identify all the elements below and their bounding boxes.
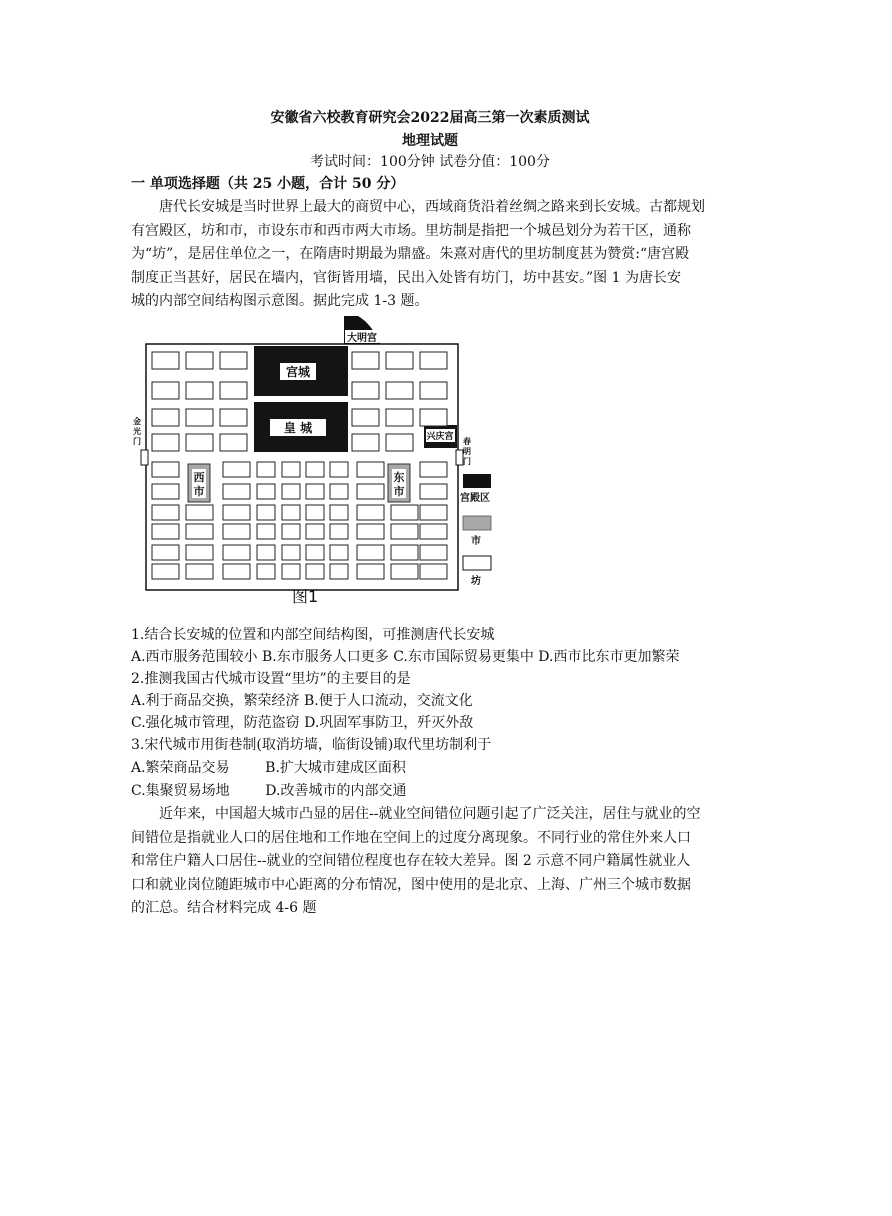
- ward-block: [391, 545, 418, 560]
- ward-block: [223, 524, 250, 539]
- exam-info: 考试时间：100分钟 试卷分值：100分: [310, 154, 550, 170]
- ward-block: [357, 524, 384, 539]
- ward-block: [386, 382, 413, 399]
- passage-line: 和常住户籍人口居住--就业的空间错位程度也存在较大差异。图 2 示意不同户籍属性就业人: [131, 853, 691, 869]
- ward-block: [186, 409, 213, 426]
- ward-block: [357, 505, 384, 520]
- ward-block: [352, 434, 379, 451]
- question-2-stem: 2.推测我国古代城市设置“里坊”的主要目的是: [131, 671, 411, 687]
- ward-block: [152, 484, 179, 499]
- ward-block: [330, 462, 348, 477]
- ward-block: [420, 545, 447, 560]
- ward-block: [152, 462, 179, 477]
- question-2-options: A.利于商品交换，繁荣经济 B.便于人口流动，交流文化: [131, 693, 473, 709]
- ward-block: [223, 484, 250, 499]
- ward-block: [330, 564, 348, 579]
- ward-block: [152, 352, 179, 369]
- jinguang-gate-char: 门: [133, 437, 141, 446]
- daming-palace-label: 大明宫: [347, 333, 377, 344]
- ward-block: [152, 434, 179, 451]
- section-heading: 一 单项选择题（共 25 小题，合计 50 分）: [131, 176, 405, 192]
- subject-title: 地理试题: [402, 133, 458, 149]
- ward-block: [257, 462, 275, 477]
- passage-line: 制度正当甚好，居民在墙内，官街皆用墙，民出入处皆有坊门，坊中甚安。”图 1 为唐长安: [131, 269, 681, 286]
- ward-block: [257, 505, 275, 520]
- question-1-options: A.西市服务范围较小 B.东市服务人口更多 C.东市国际贸易更集中 D.西市比东市更加繁荣: [131, 649, 680, 665]
- jinguang-gate: [141, 450, 148, 465]
- ward-block: [330, 545, 348, 560]
- question-3-stem: 3.宋代城市用街巷制(取消坊墙，临街设铺)取代里坊制利于: [131, 737, 492, 753]
- legend-palace-label: 宫殿区: [460, 493, 490, 504]
- ward-block: [420, 484, 447, 499]
- ward-block: [420, 352, 447, 369]
- ward-block: [257, 545, 275, 560]
- ward-block: [152, 409, 179, 426]
- exam-title: 安徽省六校教育研究会2022届高三第一次素质测试: [270, 110, 590, 126]
- ward-block: [306, 462, 324, 477]
- ward-block: [352, 409, 379, 426]
- ward-block: [357, 564, 384, 579]
- passage-line: 唐代长安城是当时世界上最大的商贸中心，西域商货沿着丝绸之路来到长安城。古都规划: [159, 199, 705, 215]
- xingqing-palace-label: 兴庆宫: [426, 432, 454, 442]
- ward-block: [420, 564, 447, 579]
- ward-block: [420, 409, 447, 426]
- jinguang-gate-char: 金: [133, 417, 141, 426]
- ward-block: [282, 545, 300, 560]
- palace-city-label: 宫城: [285, 365, 311, 379]
- ward-block: [306, 545, 324, 560]
- ward-block: [152, 505, 179, 520]
- question-3-options: C.集聚贸易场地 D.改善城市的内部交通: [131, 783, 407, 799]
- ward-block: [357, 484, 384, 499]
- ward-block: [257, 484, 275, 499]
- chunming-gate-char: 明: [463, 447, 471, 456]
- legend-ward-swatch: [463, 556, 491, 570]
- west-market-char: 西: [193, 471, 205, 484]
- jinguang-gate-char: 光: [133, 427, 141, 436]
- ward-block: [223, 545, 250, 560]
- passage-line: 有宫殿区，坊和市，市设东市和西市两大市场。里坊制是指把一个城邑划分为若干区，通称: [131, 222, 691, 239]
- ward-block: [386, 352, 413, 369]
- passage-line: 口和就业岗位随距城市中心距离的分布情况，图中使用的是北京、上海、广州三个城市数据: [131, 876, 691, 893]
- passage-2: [131, 803, 731, 921]
- ward-block: [220, 434, 247, 451]
- east-market-char: 市: [393, 485, 405, 498]
- ward-block: [186, 382, 213, 399]
- chunming-gate-char: 春: [463, 437, 471, 446]
- ward-block: [186, 505, 213, 520]
- ward-block: [220, 382, 247, 399]
- ward-block: [282, 564, 300, 579]
- ward-block: [357, 462, 384, 477]
- ward-block: [306, 484, 324, 499]
- ward-block: [391, 505, 418, 520]
- ward-block: [306, 564, 324, 579]
- ward-block: [386, 434, 413, 451]
- ward-block: [282, 462, 300, 477]
- ward-block: [152, 545, 179, 560]
- ward-block: [257, 564, 275, 579]
- ward-block: [220, 409, 247, 426]
- west-market-char: 市: [193, 485, 205, 498]
- question-1-stem: 1.结合长安城的位置和内部空间结构图，可推测唐代长安城: [131, 627, 495, 643]
- ward-block: [352, 352, 379, 369]
- east-market-char: 东: [393, 471, 405, 484]
- ward-block: [420, 462, 447, 477]
- passage-line: 为“坊”，是居住单位之一，在隋唐时期最为鼎盛。朱熹对唐代的里坊制度甚为赞赏:“唐宫殿: [131, 246, 690, 262]
- ward-block: [330, 505, 348, 520]
- ward-block: [420, 524, 447, 539]
- ward-block: [306, 524, 324, 539]
- ward-block: [306, 505, 324, 520]
- figure-1-changan-map: [133, 314, 496, 614]
- imperial-city-label: 皇 城: [283, 421, 313, 435]
- question-3-options: A.繁荣商品交易 B.扩大城市建成区面积: [131, 760, 406, 776]
- ward-block: [186, 564, 213, 579]
- ward-block: [186, 352, 213, 369]
- ward-block: [420, 382, 447, 399]
- passage-line: 间错位是指就业人口的居住地和工作地在空间上的过度分离现象。不同行业的常住外来人口: [131, 829, 691, 846]
- ward-block: [223, 462, 250, 477]
- passage-line: 近年来，中国超大城市凸显的居住--就业空间错位问题引起了广泛关注，居住与就业的空: [159, 806, 701, 822]
- ward-block: [223, 564, 250, 579]
- ward-block: [282, 505, 300, 520]
- ward-block: [391, 524, 418, 539]
- legend-market-label: 市: [471, 536, 481, 547]
- ward-block: [186, 434, 213, 451]
- ward-block: [330, 524, 348, 539]
- ward-block: [223, 505, 250, 520]
- ward-block: [257, 524, 275, 539]
- ward-block: [186, 524, 213, 539]
- passage-1: [131, 196, 731, 314]
- figure-1-caption: 图1: [292, 587, 319, 606]
- ward-block: [152, 564, 179, 579]
- ward-block: [152, 382, 179, 399]
- ward-block: [152, 524, 179, 539]
- ward-block: [282, 484, 300, 499]
- ward-block: [357, 545, 384, 560]
- passage-line: 的汇总。结合材料完成 4-6 题: [131, 900, 317, 916]
- legend-palace-swatch: [463, 474, 491, 488]
- passage-line: 城的内部空间结构图示意图。据此完成 1-3 题。: [131, 293, 429, 309]
- ward-block: [330, 484, 348, 499]
- chunming-gate-char: 门: [463, 457, 471, 466]
- question-2-options: C.强化城市管理，防范盗窃 D.巩固军事防卫，歼灭外敌: [131, 715, 474, 731]
- ward-block: [282, 524, 300, 539]
- ward-block: [186, 545, 213, 560]
- ward-block: [352, 382, 379, 399]
- chunming-gate: [456, 450, 463, 465]
- ward-block: [220, 352, 247, 369]
- ward-block: [391, 564, 418, 579]
- ward-block: [420, 505, 447, 520]
- legend-ward-label: 坊: [471, 576, 481, 587]
- ward-block: [386, 409, 413, 426]
- legend-market-swatch: [463, 516, 491, 530]
